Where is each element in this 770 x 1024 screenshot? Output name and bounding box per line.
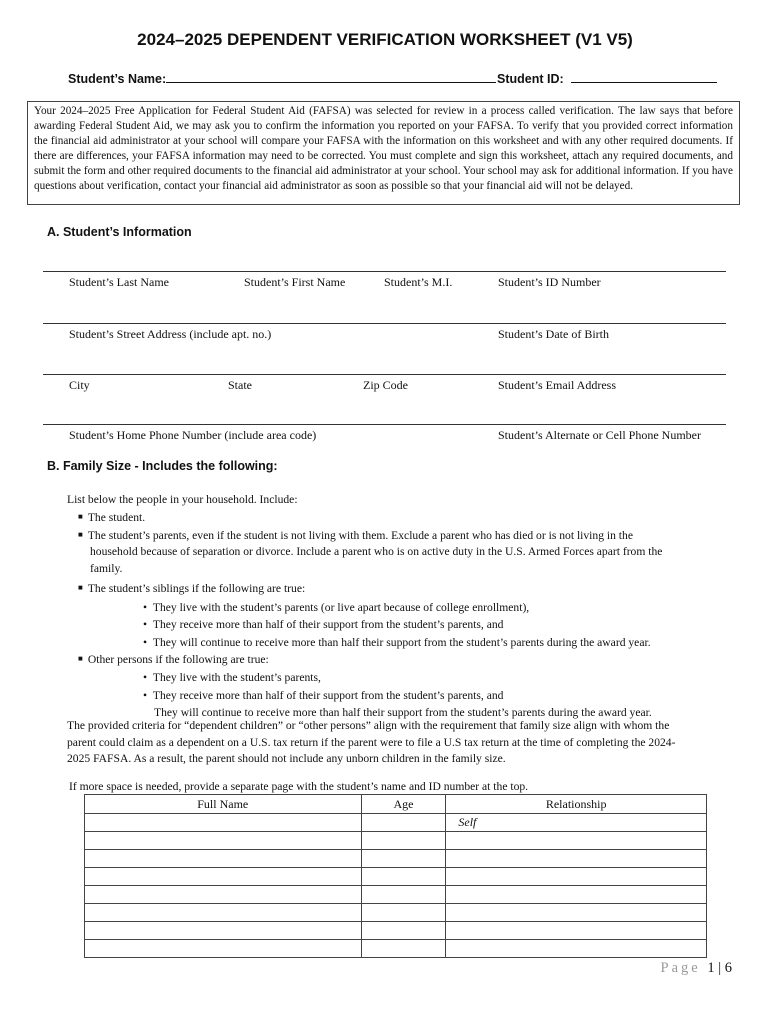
age-cell[interactable] — [361, 922, 446, 940]
label-email: Student’s Email Address — [498, 378, 616, 392]
list-item-siblings: ■ The student’s siblings if the following are true: — [78, 582, 306, 595]
label-zip: Zip Code — [363, 378, 408, 392]
section-a-heading: A. Student’s Information — [47, 225, 192, 239]
table-row — [85, 868, 707, 886]
name-cell[interactable] — [85, 940, 362, 958]
student-id-field[interactable] — [497, 70, 717, 86]
page-number: Page 1 | 6 — [660, 960, 732, 976]
age-cell[interactable] — [361, 850, 446, 868]
list-item-parents-cont2: family. — [90, 562, 123, 575]
age-cell[interactable] — [361, 814, 446, 832]
table-row — [85, 832, 707, 850]
bullet-icon: ■ — [78, 512, 83, 521]
bullet-icon: ■ — [78, 530, 83, 539]
input-line-city[interactable] — [43, 374, 726, 375]
label-date-of-birth: Student’s Date of Birth — [498, 327, 609, 341]
table-row — [85, 814, 707, 832]
relationship-cell[interactable] — [446, 850, 707, 868]
relationship-cell[interactable] — [446, 832, 707, 850]
relationship-cell[interactable]: Self — [446, 814, 707, 832]
label-first-name: Student’s First Name — [244, 275, 346, 289]
criteria-note-cont: parent could claim as a dependent on a U.S. tax return if the parent were to file a U.S tax return at the time of completing the 2024- — [67, 736, 676, 749]
student-name-label: Student’s Name: — [68, 72, 167, 86]
family-table — [84, 794, 707, 958]
criteria-note: The provided criteria for “dependent children” or “other persons” align with the requirement that family size align with whom the — [67, 719, 670, 732]
table-row — [85, 886, 707, 904]
label-last-name: Student’s Last Name — [69, 275, 169, 289]
relationship-cell[interactable] — [446, 886, 707, 904]
age-cell[interactable] — [361, 886, 446, 904]
table-header-row — [85, 795, 707, 814]
label-home-phone: Student’s Home Phone Number (include area code) — [69, 428, 317, 442]
input-line-name[interactable] — [43, 271, 726, 272]
age-cell[interactable] — [361, 868, 446, 886]
relationship-cell[interactable] — [446, 940, 707, 958]
relationship-cell[interactable] — [446, 904, 707, 922]
relationship-cell[interactable] — [446, 868, 707, 886]
list-item-student: ■ The student. — [78, 511, 146, 524]
student-name-field[interactable] — [68, 70, 496, 86]
name-cell[interactable] — [85, 814, 362, 832]
bullet-icon: ■ — [78, 654, 83, 663]
label-city: City — [69, 378, 90, 392]
table-row — [85, 904, 707, 922]
age-cell[interactable] — [361, 904, 446, 922]
label-mi: Student’s M.I. — [384, 275, 453, 289]
sibling-criterion: • They live with the student’s parents (or live apart because of college enrollment), — [143, 601, 530, 614]
column-header-age: Age — [361, 795, 446, 814]
section-b-heading: B. Family Size - Includes the following: — [47, 459, 278, 473]
age-cell[interactable] — [361, 832, 446, 850]
other-criterion: • They receive more than half of their support from the student’s parents, and — [143, 689, 504, 702]
page-title: 2024–2025 DEPENDENT VERIFICATION WORKSHEET (V1 V5) — [137, 30, 633, 49]
sibling-criterion: • They will continue to receive more than half their support from the student’s parents during the award year. — [143, 636, 651, 649]
list-item-parents: ■ The student’s parents, even if the student is not living with them. Exclude a parent who has died or is not living in the — [78, 529, 633, 542]
criteria-note-cont2: 2025 FAFSA. As a result, the parent should not include any unborn children in the family size. — [67, 752, 506, 765]
label-state: State — [228, 378, 252, 392]
student-id-label: Student ID: — [497, 72, 564, 86]
name-cell[interactable] — [85, 886, 362, 904]
input-line-phone[interactable] — [43, 424, 726, 425]
name-cell[interactable] — [85, 832, 362, 850]
other-criterion: They will continue to receive more than half their support from the student’s parents during the award year. — [154, 706, 652, 719]
name-cell[interactable] — [85, 868, 362, 886]
table-row — [85, 940, 707, 958]
list-item-others: ■ Other persons if the following are true: — [78, 653, 269, 666]
relationship-cell[interactable] — [446, 922, 707, 940]
column-header-relationship: Relationship — [446, 795, 707, 814]
student-name-blank[interactable] — [166, 70, 496, 83]
name-cell[interactable] — [85, 904, 362, 922]
other-criterion: • They live with the student’s parents, — [143, 671, 321, 684]
student-id-blank[interactable] — [571, 70, 717, 83]
label-id-number: Student’s ID Number — [498, 275, 601, 289]
label-cell-phone: Student’s Alternate or Cell Phone Number — [498, 428, 701, 442]
household-intro: List below the people in your household. Include: — [67, 493, 298, 506]
bullet-icon: ■ — [78, 583, 83, 592]
sibling-criterion: • They receive more than half of their support from the student’s parents, and — [143, 618, 504, 631]
table-row — [85, 922, 707, 940]
list-item-parents-cont: household because of separation or divorce. Include a parent who is on active duty in the U.S. Armed Forces apart from the — [90, 545, 663, 558]
name-cell[interactable] — [85, 922, 362, 940]
intro-box: Your 2024–2025 Free Application for Federal Student Aid (FAFSA) was selected for review in a process called verification. The law says that before awarding Federal Student Aid, we may ask you to confirm the information you reported on your FAFSA. To verify that you provided correct information the financial aid administrator at your school will compare your FAFSA with the information on this worksheet and with any other required documents. If there are differences, your FAFSA information may need to be corrected. You must complete and sign this worksheet, attach any required documents, and submit the form and other required documents to the financial aid administrator at your school. Your school may ask for additional information. If you have questions about verification, contact your financial aid administrator as soon as possible so that your financial aid will not be delayed. — [27, 101, 740, 205]
table-row — [85, 850, 707, 868]
age-cell[interactable] — [361, 940, 446, 958]
label-street-address: Student’s Street Address (include apt. no.) — [69, 327, 272, 341]
input-line-address[interactable] — [43, 323, 726, 324]
column-header-full-name: Full Name — [85, 795, 362, 814]
space-note: If more space is needed, provide a separate page with the student’s name and ID number at the top. — [69, 780, 529, 793]
name-cell[interactable] — [85, 850, 362, 868]
